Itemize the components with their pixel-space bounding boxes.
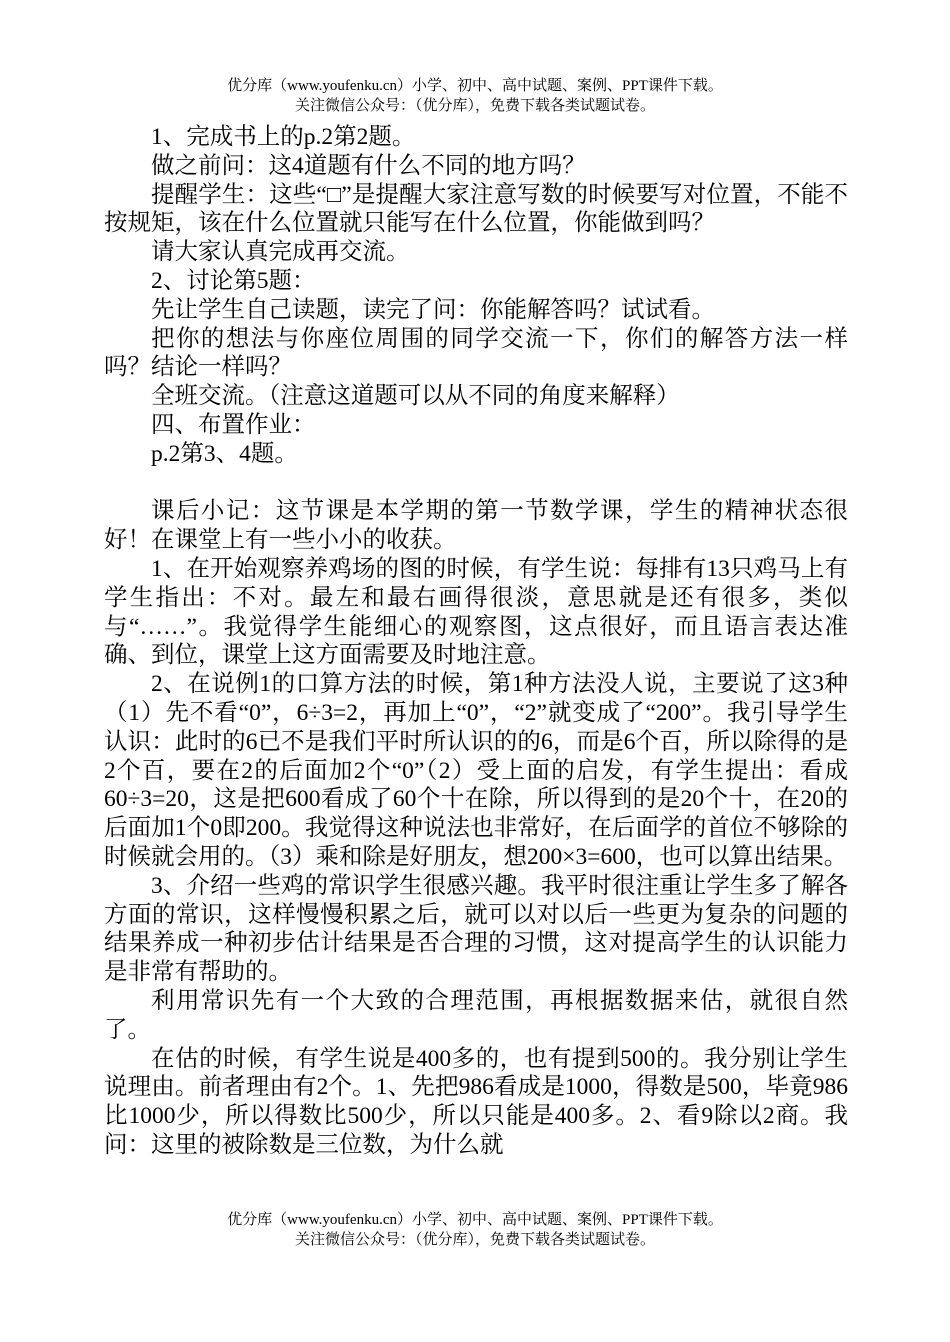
page-header [0,76,950,116]
paragraph: p.2第3、4题。 [151,440,298,467]
footer-line-1: 优分库（www.youfenku.cn）小学、初中、高中试题、案例、PPT课件下载。 [227,1212,723,1228]
document-body [104,123,848,1160]
paragraph: 1、在开始观察养鸡场的图的时候，有学生说：每排有13只鸡马上有学生指出：不对。最左和最右画得很淡，意思就是还有很多，类似与“……”。我觉得学生能细心的观察图，这点很好，而且语言表达准确、到位，课堂上这方面需要及时地注意。 [104,555,848,669]
paragraph: 先让学生自己读题，读完了问：你能解答吗？试试看。 [151,296,715,323]
paragraph: 请大家认真完成再交流。 [151,239,410,266]
blank-line [104,469,848,498]
header-line-1: 优分库（www.youfenku.cn）小学、初中、高中试题、案例、PPT课件下载。 [227,78,723,94]
paragraph: 利用常识先有一个大致的合理范围，再根据数据来估，就很自然了。 [104,987,848,1043]
paragraph: 在估的时候，有学生说是400多的，也有提到500的。我分别让学生说理由。前者理由有2个。1、先把986看成是1000，得数是500，毕竟986比1000少，所以得数比500少，所以只能是400多。2、看9除以2商。我问：这里的被除数是三位数，为什么就 [104,1045,848,1158]
header-line-2: 关注微信公众号：（优分库），免费下载各类试题试卷。 [294,98,655,114]
paragraph: 课后小记：这节课是本学期的第一节数学课，学生的精神状态很好！在课堂上有一些小小的收获。 [104,498,848,554]
footer-line-2: 关注微信公众号：（优分库），免费下载各类试题试卷。 [294,1232,655,1248]
page-footer [0,1210,950,1250]
paragraph: 做之前问：这4道题有什么不同的地方吗？ [151,152,586,179]
paragraph: 3、介绍一些鸡的常识学生很感兴趣。我平时很注重让学生多了解各方面的常识，这样慢慢积累之后，就可以对以后一些更为复杂的问题的结果养成一种初步估计结果是否合理的习惯，这对提高学生的认识能力是非常有帮助的。 [104,872,848,986]
paragraph: 2、讨论第5题： [151,267,316,294]
paragraph: 把你的想法与你座位周围的同学交流一下，你们的解答方法一样吗？结论一样吗？ [104,325,848,381]
paragraph: 2、在说例1的口算方法的时候，第1种方法没人说，主要说了这3种（1）先不看“0”，6÷3=2，再加上“0”，“2”就变成了“200”。我引导学生认识：此时的6已不是我们平时所认识的的6，而是6个百，所以除得的是2个百，要在2的后面加2个“0”（2）受上面的启发，有学生提出：看成60÷3=20，这是把600看成了60个十在除，所以得到的是20个十，在20的后面加1个0即200。我觉得这种说法也非常好，在后面学的首位不够除的时候就会用的。（3）乘和除是好朋友，想200×3=600，也可以算出结果。 [104,671,848,870]
paragraph: 全班交流。（注意这道题可以从不同的角度来解释） [151,383,680,410]
section-heading: 四、布置作业： [151,411,316,438]
paragraph: 1、完成书上的p.2第2题。 [151,124,416,150]
paragraph: 提醒学生：这些“□”是提醒大家注意写数的时候要写对位置，不能不按规矩，该在什么位置就只能写在什么位置，你能做到吗？ [104,181,848,237]
